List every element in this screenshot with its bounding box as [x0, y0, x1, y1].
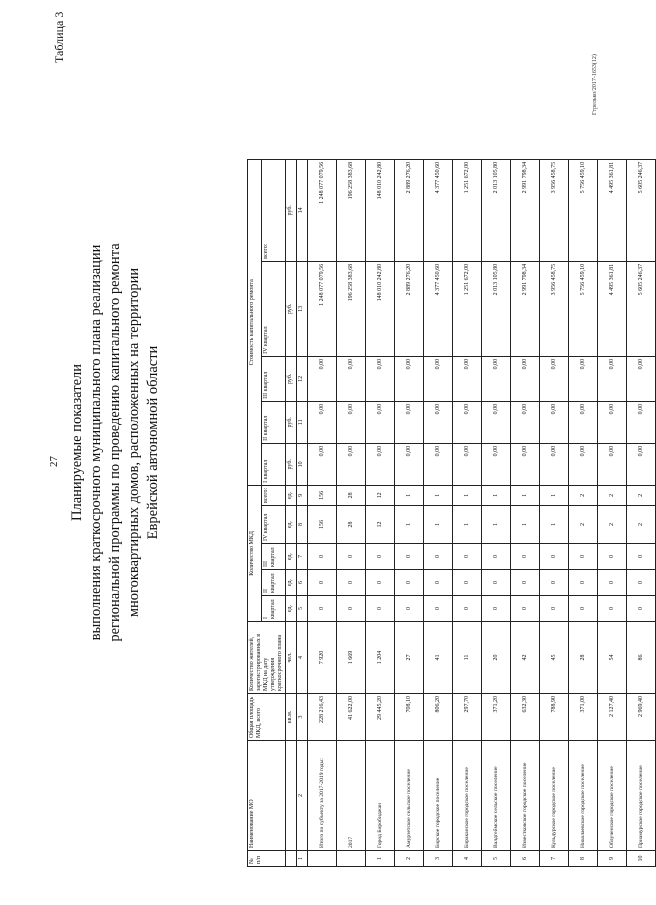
- header-area: Общая площадь МКД, всего: [248, 694, 286, 741]
- header-q4-count: IV квартал: [262, 506, 286, 544]
- cell-name: Город Биробиджан: [366, 741, 395, 851]
- header-total-cost: всего:: [262, 159, 286, 261]
- column-number: 8: [297, 506, 308, 544]
- cell-q1: 0: [453, 596, 482, 622]
- cell-q1: 0: [569, 596, 598, 622]
- unit-rub: руб.: [286, 356, 297, 401]
- cell-cnt-total: 1: [424, 485, 453, 505]
- column-number: 6: [297, 570, 308, 596]
- indicators-table: [247, 159, 656, 867]
- column-number: 7: [297, 544, 308, 570]
- cell-q2: 0: [453, 570, 482, 596]
- cell-c4: 2 991 798,34: [511, 261, 540, 356]
- title-line: Еврейской автономной области: [145, 345, 161, 540]
- cell-q2: 0: [366, 570, 395, 596]
- cell-c2: 0,00: [337, 401, 366, 443]
- cell-q2: 0: [424, 570, 453, 596]
- cell-area: 41 622,00: [337, 694, 366, 741]
- cell-q1: 0: [627, 596, 656, 622]
- unit-area: кв.м.: [286, 694, 297, 741]
- cell-name: Амурзетское сельское поселение: [395, 741, 424, 851]
- unit-ed: ед.: [286, 544, 297, 570]
- cell-no: 4: [453, 851, 482, 867]
- title-line: многоквартирных домов, расположенных на территории: [126, 267, 142, 618]
- cell-q2: 0: [337, 570, 366, 596]
- cell-c1: 0,00: [540, 443, 569, 485]
- cell-q4: 156: [308, 506, 337, 544]
- cell-c3: 0,00: [627, 356, 656, 401]
- cell-q4: 28: [337, 506, 366, 544]
- cell-c-total: 5 756 459,10: [569, 159, 598, 261]
- cell-q3: 0: [540, 544, 569, 570]
- cell-c2: 0,00: [598, 401, 627, 443]
- table-row: [598, 159, 627, 866]
- table-row: [424, 159, 453, 866]
- cell-area: 708,10: [395, 694, 424, 741]
- cell-people: 11: [453, 622, 482, 694]
- cell-c-total: 4 377 450,60: [424, 159, 453, 261]
- cell-area: 29 445,20: [366, 694, 395, 741]
- table-row: [453, 159, 482, 866]
- cell-c4: 5 605 246,37: [627, 261, 656, 356]
- cell-name: Бираканское городское поселение: [453, 741, 482, 851]
- column-number: 13: [297, 261, 308, 356]
- cell-c3: 0,00: [540, 356, 569, 401]
- cell-c1: 0,00: [627, 443, 656, 485]
- cell-cnt-total: 156: [308, 485, 337, 505]
- header-residents: Количество жителей, зарегистрированных в МКД на дату утверждения краткосрочного плана: [248, 622, 286, 694]
- cell-c4: 3 956 458,75: [540, 261, 569, 356]
- cell-q1: 0: [395, 596, 424, 622]
- page-number: 27: [48, 456, 60, 467]
- cell-name: Николаевское городское поселение: [569, 741, 598, 851]
- header-q4-cost: IV квартал: [262, 261, 286, 356]
- cell-c4: 196 258 383,68: [337, 261, 366, 356]
- cell-q1: 0: [598, 596, 627, 622]
- cell-area: 228 216,43: [308, 694, 337, 741]
- cell-c1: 0,00: [337, 443, 366, 485]
- cell-people: 20: [482, 622, 511, 694]
- cell-q4: 1: [511, 506, 540, 544]
- cell-area: 788,90: [540, 694, 569, 741]
- column-number: 1: [297, 851, 308, 867]
- unit-ed: ед.: [286, 570, 297, 596]
- cell-c1: 0,00: [308, 443, 337, 485]
- cell-name: Кульдурское городское поселение: [540, 741, 569, 851]
- cell-c-total: 148 010 242,80: [366, 159, 395, 261]
- cell-people: 45: [540, 622, 569, 694]
- cell-q2: 0: [308, 570, 337, 596]
- cell-c3: 0,00: [482, 356, 511, 401]
- cell-c4: 5 756 459,10: [569, 261, 598, 356]
- cell-q3: 0: [453, 544, 482, 570]
- header-q3-count: III квартал: [262, 544, 286, 570]
- cell-c-total: 2 889 276,20: [395, 159, 424, 261]
- cell-no: 8: [569, 851, 598, 867]
- cell-q1: 0: [482, 596, 511, 622]
- table-row: [569, 159, 598, 866]
- cell-people: 1 204: [366, 622, 395, 694]
- header-q1-cost: I квартал: [262, 443, 286, 485]
- title-line: региональной программы по проведению капитального ремонта: [107, 243, 123, 642]
- cell-c-total: 2 991 798,34: [511, 159, 540, 261]
- cell-q3: 0: [424, 544, 453, 570]
- cell-c2: 0,00: [627, 401, 656, 443]
- cell-people: 1 669: [337, 622, 366, 694]
- cell-c3: 0,00: [337, 356, 366, 401]
- cell-c4: 2 013 105,80: [482, 261, 511, 356]
- cell-q4: 1: [424, 506, 453, 544]
- table-label: Таблица 3: [52, 11, 66, 63]
- cell-cnt-total: 28: [337, 485, 366, 505]
- cell-area: 297,70: [453, 694, 482, 741]
- column-number: 4: [297, 622, 308, 694]
- cell-q1: 0: [540, 596, 569, 622]
- cell-area: 371,20: [482, 694, 511, 741]
- title-line: Планируемые показатели: [69, 363, 85, 522]
- cell-c-total: 5 605 246,37: [627, 159, 656, 261]
- header-no: № п/п: [248, 851, 286, 867]
- document-title: [68, 235, 163, 650]
- cell-q3: 0: [569, 544, 598, 570]
- header-total-count: всего:: [262, 485, 286, 505]
- cell-cnt-total: 1: [453, 485, 482, 505]
- column-number: 10: [297, 443, 308, 485]
- column-number: 3: [297, 694, 308, 741]
- cell-c4: 2 889 276,20: [395, 261, 424, 356]
- cell-name: 2017: [337, 741, 366, 851]
- cell-q2: 0: [598, 570, 627, 596]
- cell-people: 41: [424, 622, 453, 694]
- cell-area: 2 969,40: [627, 694, 656, 741]
- cell-c3: 0,00: [395, 356, 424, 401]
- cell-area: 371,00: [569, 694, 598, 741]
- cell-name: Известковское городское поселение: [511, 741, 540, 851]
- column-number: 12: [297, 356, 308, 401]
- cell-q4: 12: [366, 506, 395, 544]
- unit-ed: ед.: [286, 596, 297, 622]
- cell-q3: 0: [627, 544, 656, 570]
- cell-c3: 0,00: [308, 356, 337, 401]
- cell-name: Итого по субъекту за 2017-2019 годы:: [308, 741, 337, 851]
- cell-q2: 0: [511, 570, 540, 596]
- unit-rub: руб.: [286, 443, 297, 485]
- cell-c3: 0,00: [511, 356, 540, 401]
- cell-c2: 0,00: [308, 401, 337, 443]
- cell-people: 42: [511, 622, 540, 694]
- cell-no: 7: [540, 851, 569, 867]
- footer-code: Гтрелько/2017-1653(12): [592, 54, 598, 115]
- cell-c3: 0,00: [366, 356, 395, 401]
- cell-name: Приамурское городское поселение: [627, 741, 656, 851]
- column-number: 5: [297, 596, 308, 622]
- cell-area: 2 127,40: [598, 694, 627, 741]
- cell-q3: 0: [395, 544, 424, 570]
- cell-no: 6: [511, 851, 540, 867]
- cell-c3: 0,00: [569, 356, 598, 401]
- cell-cnt-total: 2: [598, 485, 627, 505]
- cell-q1: 0: [337, 596, 366, 622]
- table-row: [482, 159, 511, 866]
- cell-c2: 0,00: [511, 401, 540, 443]
- cell-c2: 0,00: [482, 401, 511, 443]
- cell-c2: 0,00: [424, 401, 453, 443]
- cell-q1: 0: [511, 596, 540, 622]
- header-q2-count: II квартал: [262, 570, 286, 596]
- cell-q2: 0: [569, 570, 598, 596]
- cell-q3: 0: [511, 544, 540, 570]
- cell-c3: 0,00: [598, 356, 627, 401]
- cell-q4: 2: [627, 506, 656, 544]
- cell-c4: 4 495 361,81: [598, 261, 627, 356]
- unit-ed: ед.: [286, 506, 297, 544]
- unit-rub: руб.: [286, 159, 297, 261]
- cell-c3: 0,00: [453, 356, 482, 401]
- cell-no: [308, 851, 337, 867]
- column-number: 2: [297, 741, 308, 851]
- table-row: [627, 159, 656, 866]
- cell-name: Валдгеймское сельское поселение: [482, 741, 511, 851]
- table-row: [337, 159, 366, 866]
- cell-people: 86: [627, 622, 656, 694]
- cell-c-total: 1 248 077 079,56: [308, 159, 337, 261]
- cell-c-total: 3 956 458,75: [540, 159, 569, 261]
- cell-no: 9: [598, 851, 627, 867]
- cell-c1: 0,00: [453, 443, 482, 485]
- cell-q3: 0: [308, 544, 337, 570]
- cell-q3: 0: [482, 544, 511, 570]
- cell-q2: 0: [627, 570, 656, 596]
- cell-cnt-total: 12: [366, 485, 395, 505]
- table-row: [395, 159, 424, 866]
- cell-cnt-total: 1: [540, 485, 569, 505]
- units-blank: [286, 741, 297, 851]
- cell-c1: 0,00: [395, 443, 424, 485]
- cell-name: Бирское городское поселение: [424, 741, 453, 851]
- cell-no: 5: [482, 851, 511, 867]
- cell-c4: 4 377 450,60: [424, 261, 453, 356]
- unit-rub: руб.: [286, 401, 297, 443]
- header-cost: Стоимость капитального ремонта: [248, 159, 262, 485]
- cell-no: 2: [395, 851, 424, 867]
- cell-no: [337, 851, 366, 867]
- cell-q2: 0: [395, 570, 424, 596]
- table-row: [366, 159, 395, 866]
- cell-people: 7 920: [308, 622, 337, 694]
- cell-people: 54: [598, 622, 627, 694]
- cell-q2: 0: [540, 570, 569, 596]
- cell-c-total: 1 251 672,00: [453, 159, 482, 261]
- table-body: [308, 159, 656, 866]
- cell-cnt-total: 1: [482, 485, 511, 505]
- cell-people: 28: [569, 622, 598, 694]
- cell-q1: 0: [308, 596, 337, 622]
- cell-c-total: 2 013 105,80: [482, 159, 511, 261]
- cell-c4: 1 251 672,00: [453, 261, 482, 356]
- cell-c4: 148 010 242,80: [366, 261, 395, 356]
- cell-c1: 0,00: [569, 443, 598, 485]
- cell-cnt-total: 1: [395, 485, 424, 505]
- column-number: 11: [297, 401, 308, 443]
- cell-q1: 0: [424, 596, 453, 622]
- cell-q2: 0: [482, 570, 511, 596]
- cell-c1: 0,00: [424, 443, 453, 485]
- table-row: [540, 159, 569, 866]
- cell-people: 27: [395, 622, 424, 694]
- cell-q4: 1: [395, 506, 424, 544]
- cell-no: 1: [366, 851, 395, 867]
- cell-c1: 0,00: [366, 443, 395, 485]
- cell-q4: 1: [540, 506, 569, 544]
- cell-cnt-total: 1: [511, 485, 540, 505]
- cell-c1: 0,00: [482, 443, 511, 485]
- cell-c1: 0,00: [511, 443, 540, 485]
- cell-c2: 0,00: [540, 401, 569, 443]
- cell-q3: 0: [598, 544, 627, 570]
- header-q2-cost: II квартал: [262, 401, 286, 443]
- header-q3-cost: III квартал: [262, 356, 286, 401]
- cell-c-total: 4 495 361,81: [598, 159, 627, 261]
- header-q1-count: I квартал: [262, 596, 286, 622]
- header-mkd-count: Количество МКД: [248, 485, 262, 621]
- cell-q3: 0: [337, 544, 366, 570]
- cell-q4: 2: [569, 506, 598, 544]
- cell-q1: 0: [366, 596, 395, 622]
- cell-c2: 0,00: [395, 401, 424, 443]
- cell-c2: 0,00: [569, 401, 598, 443]
- cell-c-total: 196 258 383,68: [337, 159, 366, 261]
- cell-c1: 0,00: [598, 443, 627, 485]
- cell-c2: 0,00: [366, 401, 395, 443]
- table-row: [308, 159, 337, 866]
- cell-q4: 2: [598, 506, 627, 544]
- cell-cnt-total: 2: [627, 485, 656, 505]
- cell-q3: 0: [366, 544, 395, 570]
- table-row: [511, 159, 540, 866]
- header-mo: Наименование МО: [248, 741, 286, 851]
- cell-no: 10: [627, 851, 656, 867]
- cell-q4: 1: [453, 506, 482, 544]
- title-line: выполнения краткосрочного муниципального плана реализации: [88, 244, 104, 641]
- cell-cnt-total: 2: [569, 485, 598, 505]
- column-number: 9: [297, 485, 308, 505]
- cell-c2: 0,00: [453, 401, 482, 443]
- cell-area: 632,30: [511, 694, 540, 741]
- cell-area: 806,20: [424, 694, 453, 741]
- cell-c4: 1 248 077 079,56: [308, 261, 337, 356]
- cell-no: 3: [424, 851, 453, 867]
- units-blank: [286, 851, 297, 867]
- column-number: 14: [297, 159, 308, 261]
- unit-rub: руб.: [286, 261, 297, 356]
- cell-name: Облученское городское поселение: [598, 741, 627, 851]
- cell-c3: 0,00: [424, 356, 453, 401]
- unit-ed: ед.: [286, 485, 297, 505]
- cell-q4: 1: [482, 506, 511, 544]
- unit-people: чел.: [286, 622, 297, 694]
